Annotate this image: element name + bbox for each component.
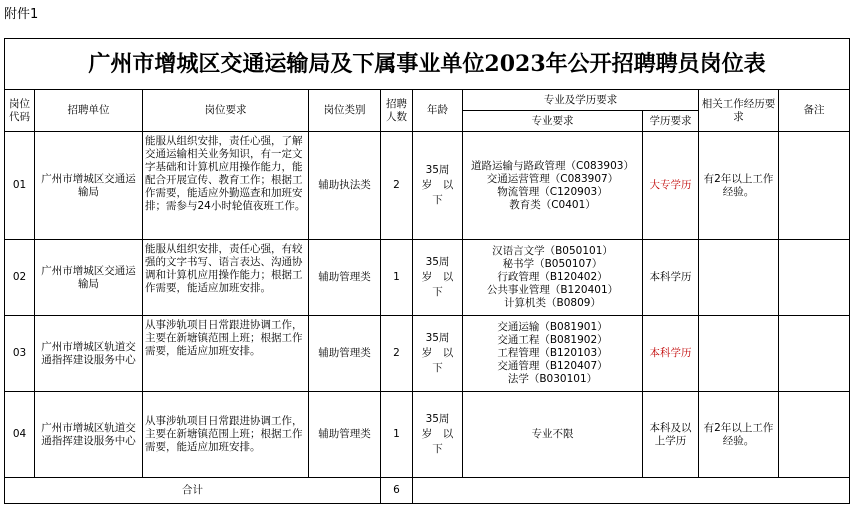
cell-majors: 汉语言文学（B050101） 秘书学（B050107） 行政管理（B120402） 公共事业管理（B120401） 计算机类（B0809）: [463, 240, 643, 316]
cell-requirements: 从事涉轨项目日常跟进协调工作，主要在新塘镇范围上班；根据工作需要，能适应加班安排。: [143, 316, 309, 392]
table-row: [5, 316, 850, 392]
header-age: 年龄: [413, 90, 463, 132]
table-row: [5, 392, 850, 478]
header-category: 岗位类别: [309, 90, 381, 132]
header-requirements: 岗位要求: [143, 90, 309, 132]
recruitment-table: [4, 38, 850, 504]
total-label: 合计: [5, 478, 381, 504]
cell-count: 1: [381, 240, 413, 316]
cell-age: 35周 岁 以 下: [413, 316, 463, 392]
cell-requirements: 能服从组织安排，责任心强，了解交通运输相关业务知识，有一定文字基础和计算机应用操作能力，能配合开展宣传、教育工作；根据工作需要，能适应外勤巡查和加班安排；需参与24小时轮值夜班工作。: [143, 132, 309, 240]
cell-remarks: [779, 316, 850, 392]
cell-count: 2: [381, 316, 413, 392]
header-code: 岗位代码: [5, 90, 35, 132]
cell-age: 35周 岁 以 下: [413, 132, 463, 240]
cell-remarks: [779, 392, 850, 478]
cell-majors: 道路运输与路政管理（C083903） 交通运营管理（C083907） 物流管理（C120903） 教育类（C0401）: [463, 132, 643, 240]
cell-education: 本科学历: [643, 240, 699, 316]
table-row: [5, 240, 850, 316]
header-education: 学历要求: [643, 111, 699, 132]
cell-category: 辅助执法类: [309, 132, 381, 240]
cell-count: 2: [381, 132, 413, 240]
header-unit: 招聘单位: [35, 90, 143, 132]
cell-code: 03: [5, 316, 35, 392]
cell-remarks: [779, 132, 850, 240]
cell-remarks: [779, 240, 850, 316]
total-count: 6: [381, 478, 413, 504]
cell-majors: 专业不限: [463, 392, 643, 478]
cell-experience: 有2年以上工作经验。: [699, 132, 779, 240]
cell-code: 04: [5, 392, 35, 478]
cell-education: 本科及以上学历: [643, 392, 699, 478]
cell-requirements: 从事涉轨项目日常跟进协调工作，主要在新塘镇范围上班；根据工作需要，能适应加班安排。: [143, 392, 309, 478]
cell-category: 辅助管理类: [309, 316, 381, 392]
cell-unit: 广州市增城区交通运输局: [35, 132, 143, 240]
cell-requirements: 能服从组织安排，责任心强，有较强的文字书写、语言表达、沟通协调和计算机应用操作能力；根据工作需要，能适应加班安排。: [143, 240, 309, 316]
header-remarks: 备注: [779, 90, 850, 132]
cell-unit: 广州市增城区轨道交通指挥建设服务中心: [35, 392, 143, 478]
table-row: [5, 132, 850, 240]
table-title: 广州市增城区交通运输局及下属事业单位2023年公开招聘聘员岗位表: [5, 39, 850, 90]
total-row: [5, 478, 850, 504]
cell-category: 辅助管理类: [309, 392, 381, 478]
cell-experience: [699, 240, 779, 316]
cell-experience: [699, 316, 779, 392]
cell-code: 01: [5, 132, 35, 240]
cell-unit: 广州市增城区交通运输局: [35, 240, 143, 316]
cell-age: 35周 岁 以 下: [413, 240, 463, 316]
attachment-label: 附件1: [4, 7, 39, 22]
cell-code: 02: [5, 240, 35, 316]
header-major-edu: 专业及学历要求: [463, 90, 699, 111]
cell-category: 辅助管理类: [309, 240, 381, 316]
cell-education: 大专学历: [643, 132, 699, 240]
total-filler: [413, 478, 850, 504]
cell-majors: 交通运输（B081901） 交通工程（B081902） 工程管理（B120103） 交通管理（B120407） 法学（B030101）: [463, 316, 643, 392]
header-major: 专业要求: [463, 111, 643, 132]
header-count: 招聘人数: [381, 90, 413, 132]
cell-count: 1: [381, 392, 413, 478]
cell-experience: 有2年以上工作经验。: [699, 392, 779, 478]
cell-unit: 广州市增城区轨道交通指挥建设服务中心: [35, 316, 143, 392]
cell-education: 本科学历: [643, 316, 699, 392]
header-experience: 相关工作经历要求: [699, 90, 779, 132]
cell-age: 35周 岁 以 下: [413, 392, 463, 478]
